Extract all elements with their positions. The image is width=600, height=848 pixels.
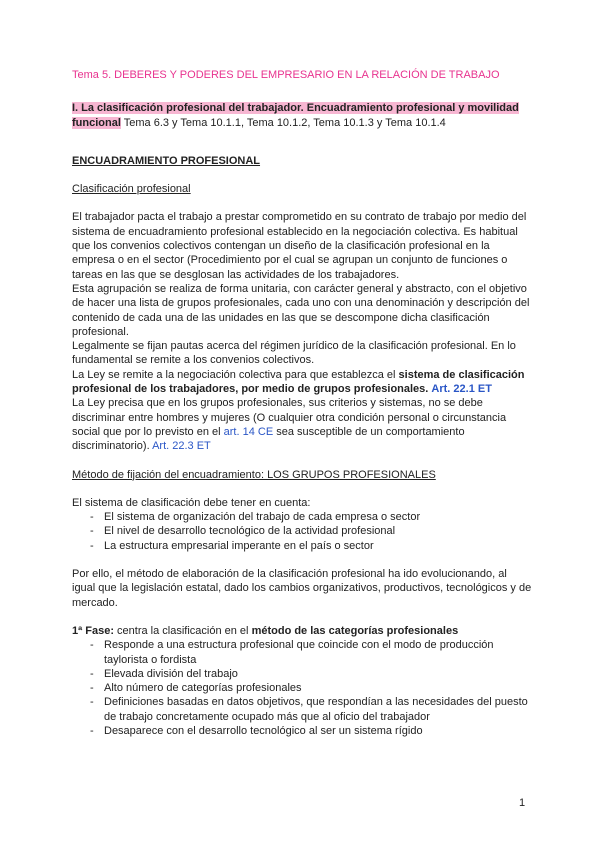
fase-1-label: 1ª Fase: xyxy=(72,624,114,637)
document-title: Tema 5. DEBERES Y PODERES DEL EMPRESARIO EN LA RELACIÓN DE TRABAJO xyxy=(72,69,500,81)
paragraph-3: Legalmente se fijan pautas acerca del régimen jurídico de la clasificación profesional. En lo fundamental se remite a los convenios colectivos. xyxy=(72,340,516,367)
paragraph-5-mid: sea susceptible de un comportamiento discriminatorio). xyxy=(72,425,465,453)
fase-1-text: centra la clasificación en el xyxy=(113,624,252,637)
list-item: - El sistema de organización del trabajo de cada empresa o sector xyxy=(72,510,532,524)
art-22-3-link[interactable]: Art. 22.3 ET xyxy=(152,440,211,453)
paragraph-4 xyxy=(72,368,532,397)
paragraph-5-text: La Ley precisa que en los grupos profesionales, sus criterios y sistemas, no se debe discriminar entre hombres y mujeres (O cualquier otra condición personal o circunstancia social que por lo previsto en el xyxy=(72,397,507,438)
paragraph-6: Por ello, el método de elaboración de la clasificación profesional ha ido evolucionando, al igual que la legislación estatal, dado los cambios organizativos, productivos, tecnológicos y de mercado. xyxy=(72,568,532,609)
paragraph-2: Esta agrupación se realiza de forma unitaria, con carácter general y abstracto, con el objetivo de hacer una lista de grupos profesionales, cada uno con una denominación y descripción del contenido de cada una de las unidades en las que se descompone dicha clasificación profesional. xyxy=(72,282,530,338)
metodo-subheading: Método de fijación del encuadramiento: LOS GRUPOS PROFESIONALES xyxy=(72,468,436,481)
art-22-1-link[interactable]: Art. 22.1 ET xyxy=(431,383,492,396)
encuadramiento-heading: ENCUADRAMIENTO PROFESIONAL xyxy=(72,154,261,167)
list-item: - Desaparece con el desarrollo tecnológico al ser un sistema rígido xyxy=(72,724,532,738)
sistema-list xyxy=(72,510,532,553)
art-14-ce-link[interactable]: art. 14 CE xyxy=(223,425,274,438)
list-item: - Elevada división del trabajo xyxy=(72,667,532,681)
document-page xyxy=(72,68,532,738)
page-number: 1 xyxy=(519,797,526,809)
paragraph-4-bold: sistema de clasificación profesional de los trabajadores, por medio de grupos profesionales. xyxy=(72,368,525,396)
clasificacion-subheading: Clasificación profesional xyxy=(72,183,191,196)
section-references: Tema 6.3 y Tema 10.1.1, Tema 10.1.2, Tema 10.1.3 y Tema 10.1.4 xyxy=(120,116,446,129)
fase-1-bold: método de las categorías profesionales xyxy=(251,624,459,637)
section-heading-block xyxy=(72,101,532,130)
section-heading: I. La clasificación profesional del trabajador. Encuadramiento profesional y movilidad funcional xyxy=(72,102,519,129)
paragraph-5 xyxy=(72,396,532,453)
sistema-intro: El sistema de clasificación debe tener en cuenta: xyxy=(72,496,311,509)
list-item: - Definiciones basadas en datos objetivos, que respondían a las necesidades del puesto de trabajo concretamente ocupado más que al oficio del trabajador xyxy=(72,695,532,724)
paragraph-1: El trabajador pacta el trabajo a prestar comprometido en su contrato de trabajo por medio del sistema de encuadramiento profesional establecido en la negociación colectiva. Es habitual que los convenios colectivos contengan un diseño de la clasificación profesional en la empresa o en el sector (Procedimiento por el cual se agrupan un conjunto de funciones o tareas en las que se desglosan las actividades de los trabajadores. xyxy=(72,211,527,281)
fase-1 xyxy=(72,624,532,638)
list-item: - El nivel de desarrollo tecnológico de la actividad profesional xyxy=(72,524,532,538)
list-item: - La estructura empresarial imperante en el país o sector xyxy=(72,539,532,553)
list-item: - Alto número de categorías profesionales xyxy=(72,681,532,695)
paragraph-4-text: La Ley se remite a la negociación colectiva para que establezca el xyxy=(72,368,399,381)
list-item: - Responde a una estructura profesional que coincide con el modo de producción taylorista o fordista xyxy=(72,638,532,667)
fase-1-list xyxy=(72,638,532,738)
